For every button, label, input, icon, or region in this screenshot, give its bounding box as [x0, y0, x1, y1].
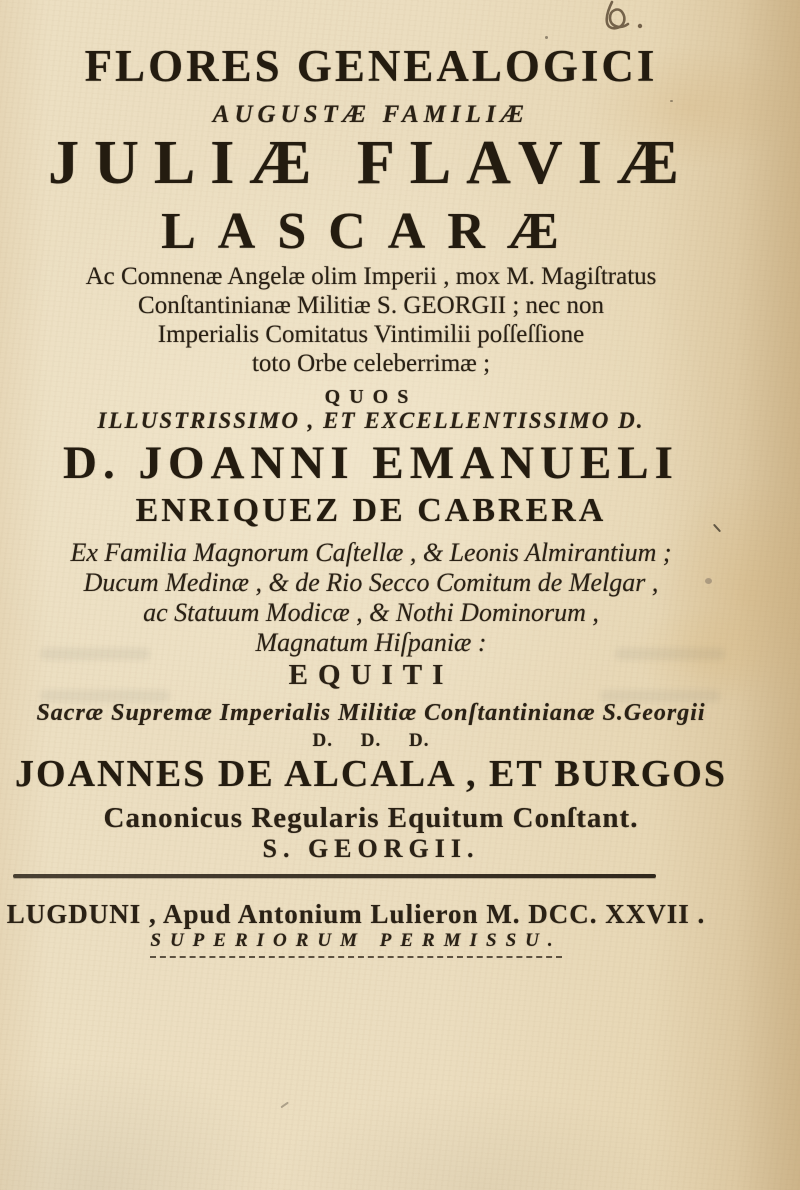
quos-label: QUOS — [324, 386, 418, 408]
imprint-divider-rule — [13, 874, 656, 878]
title-lascarae: LASCARÆ — [161, 203, 581, 260]
permission-line — [0, 931, 712, 950]
dedication-intro-line: Imperialis Comitatus Vintimilii poſſeſſione — [157, 321, 585, 348]
dedication-abbreviation: D. D. D. — [312, 730, 430, 751]
dedicatee-title-line: Ducum Medinæ , & de Rio Secco Comitum de Melgar , — [83, 568, 659, 597]
dedication-intro-line: Ac Comnenæ Angelæ olim Imperii , mox M. Magiſtratus — [85, 263, 657, 290]
ink-speck — [670, 100, 673, 102]
author-name: JOANNES DE ALCALA , ET BURGOS — [15, 753, 727, 795]
dedicatee-title-line: Ex Familia Magnorum Caſtellæ , & Leonis Almirantium ; — [70, 538, 672, 567]
imprint-line: LUGDUNI , Apud Antonium Lulieron M. DCC. XXVII . — [6, 899, 706, 929]
subtitle-augustae-familiae: AUGUSTÆ FAMILIÆ — [212, 101, 530, 128]
show-through-smudge — [600, 690, 720, 702]
show-through-smudge — [40, 690, 170, 702]
title-juliae-flaviae: JULIÆ FLAVIÆ — [48, 129, 694, 197]
author-role-line2: S. GEORGII. — [262, 834, 480, 863]
dedicatee-title-line: ac Statuum Modicæ , & Nothi Dominorum , — [143, 598, 599, 627]
dedication-intro-line: toto Orbe celeberrimæ ; — [251, 350, 491, 377]
order-dedication-line: Sacræ Supremæ Imperialis Militiæ Conſtantinianæ S.Georgii — [36, 700, 706, 726]
main-title: FLORES GENEALOGICI — [84, 41, 658, 91]
ink-speck — [705, 578, 712, 584]
dedicatee-titles-block — [0, 538, 742, 658]
permission-text: SUPERIORUM PERMISSU. — [150, 930, 561, 958]
show-through-smudge — [615, 648, 725, 660]
dedication-intro-block — [0, 262, 742, 378]
dedicatee-name-primary: D. JOANNI EMANUELI — [63, 437, 679, 489]
dedicatee-name-secondary: ENRIQUEZ DE CABRERA — [135, 492, 607, 529]
author-role-line1: Canonicus Regularis Equitum Conſtant. — [103, 802, 639, 834]
dedicatee-title-line: Magnatum Hiſpaniæ : — [255, 628, 487, 657]
honorific-line: ILLUSTRISSIMO , ET EXCELLENTISSIMO D. — [97, 408, 645, 433]
ink-speck — [545, 36, 548, 39]
show-through-smudge — [40, 648, 150, 660]
dedication-intro-line: Conſtantinianæ Militiæ S. GEORGII ; nec non — [138, 292, 604, 319]
equiti-label: EQUITI — [288, 659, 454, 691]
